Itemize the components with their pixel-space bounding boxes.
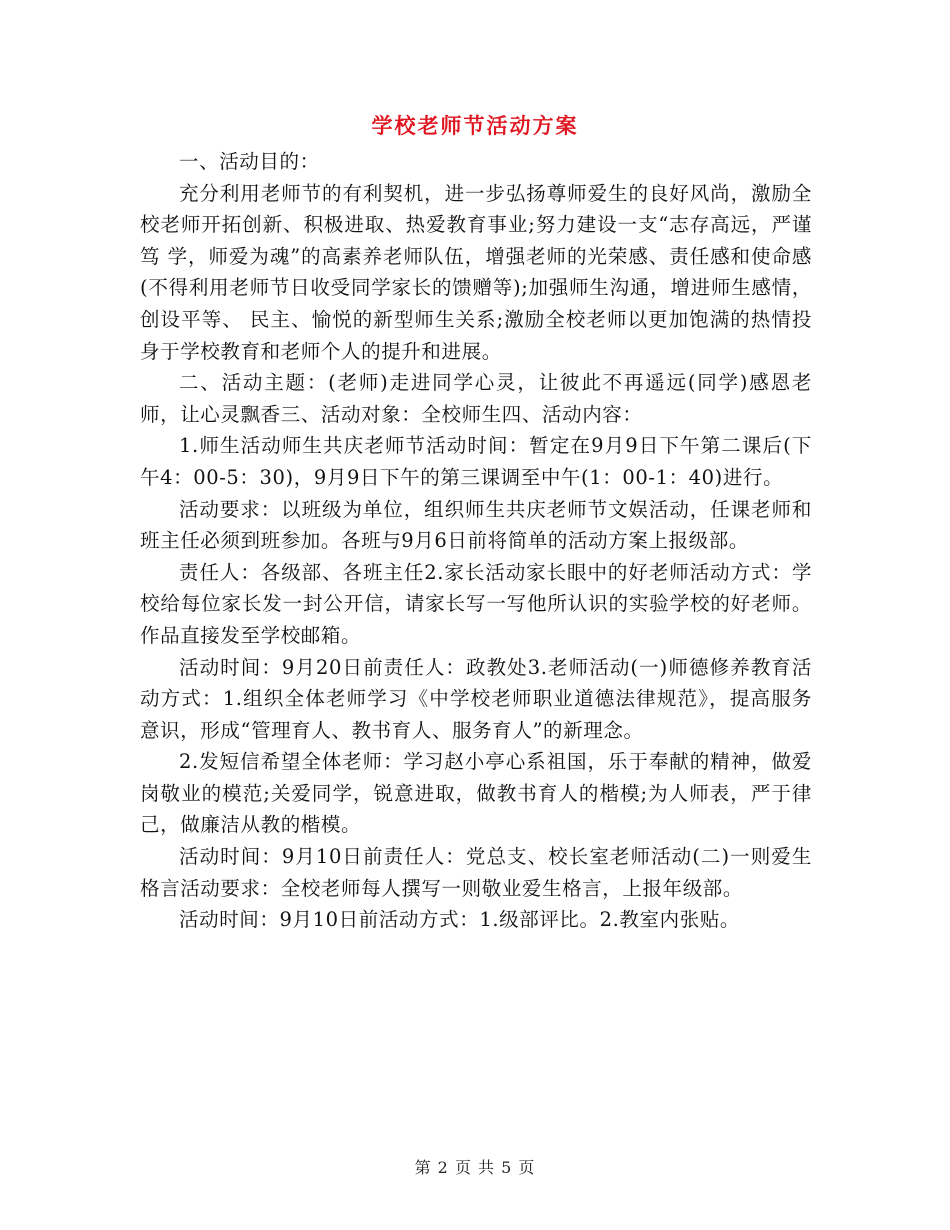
paragraph-responsible-parents: 责任人：各级部、各班主任2.家长活动家长眼中的好老师活动方式：学校给每位家长发一封公开信，请家长写一写他所认识的实验学校的好老师。作品直接发至学校邮箱。	[140, 560, 812, 647]
document-body	[140, 146, 812, 936]
paragraph-activity-1: 1.师生活动师生共庆老师节活动时间：暂定在9月9日下午第二课后(下午4：00-5：30)，9月9日下午的第三课调至中午(1：00-1：40)进行。	[140, 434, 812, 489]
paragraph-teacher-activity-1: 活动时间：9月20日前责任人：政教处3.老师活动(一)师德修养教育活动方式：1.组织全体老师学习《中学校老师职业道德法律规范》，提高服务意识，形成“管理育人、教书育人、服务育人”的新理念。	[140, 655, 812, 742]
paragraph-evaluation: 活动时间：9月10日前活动方式：1.级部评比。2.教室内张贴。	[179, 908, 741, 932]
document-title: 学校老师节活动方案	[371, 113, 579, 138]
paragraph-purpose-heading: 一、活动目的：	[179, 150, 320, 173]
page-number-footer: 第 2 页 共 5 页	[414, 1158, 536, 1177]
paragraph-teacher-activity-2: 活动时间：9月10日前责任人：党总支、校长室老师活动(二)一则爱生格言活动要求：全校老师每人撰写一则敬业爱生格言，上报年级部。	[140, 845, 812, 900]
paragraph-theme: 二、活动主题：(老师)走进同学心灵，让彼此不再遥远(同学)感恩老师，让心灵飘香三、活动对象：全校师生四、活动内容：	[140, 371, 812, 426]
paragraph-purpose: 充分利用老师节的有利契机，进一步弘扬尊师爱生的良好风尚，激励全校老师开拓创新、积极进取、热爱教育事业;努力建设一支“志存高远，严谨笃 学，师爱为魂”的高素养老师队伍，增强老师的光荣感、责任感和使命感(不得利用老师节日收受同学家长的馈赠等);加强师生沟通，增进师生感情，创设平等、 民主、愉悦的新型师生关系;激励全校老师以更加饱满的热情投身于学校教育和老师个人的提升和进展。	[140, 181, 812, 363]
paragraph-sms: 2.发短信希望全体老师：学习赵小亭心系祖国，乐于奉献的精神，做爱岗敬业的模范;关爱同学，锐意进取，做教书育人的楷模;为人师表，严于律己，做廉洁从教的楷模。	[140, 750, 812, 837]
paragraph-requirements: 活动要求：以班级为单位，组织师生共庆老师节文娱活动，任课老师和班主任必须到班参加。各班与9月6日前将简单的活动方案上报级部。	[140, 497, 812, 553]
